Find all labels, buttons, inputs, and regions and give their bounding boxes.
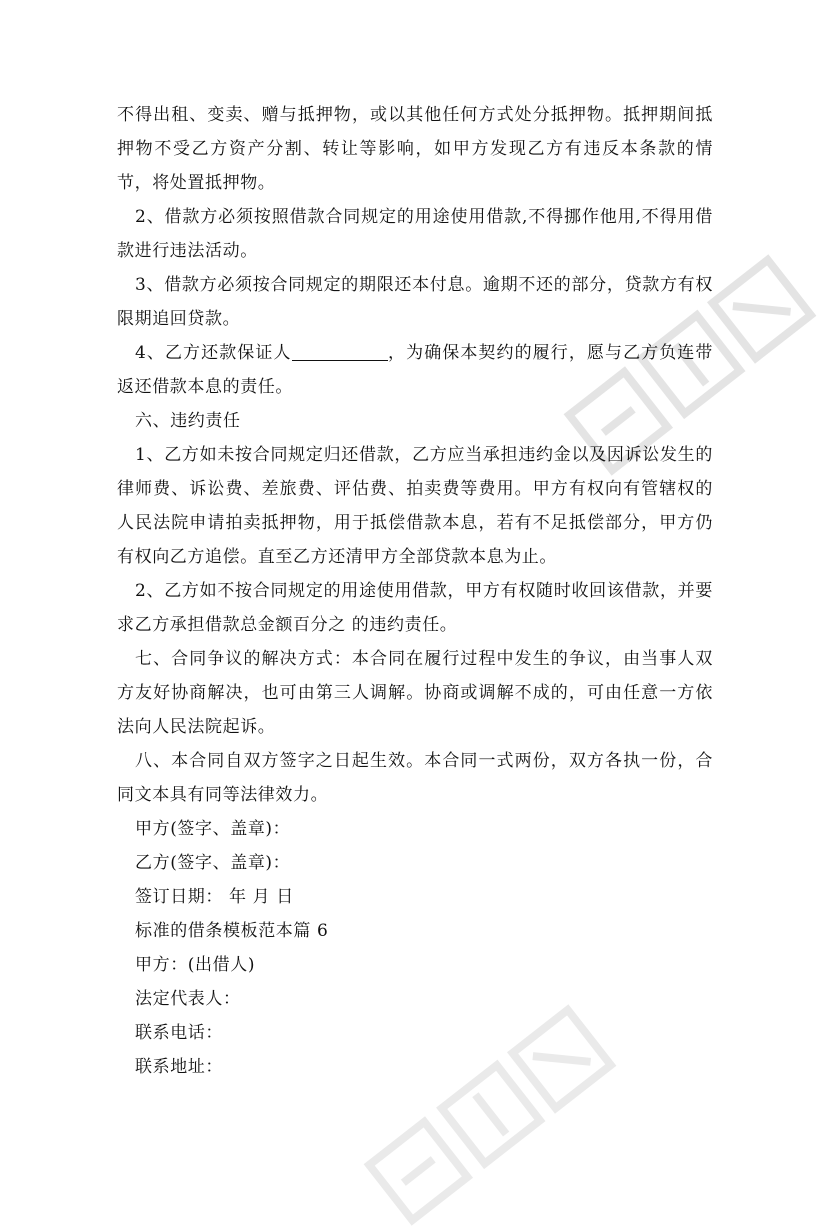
guarantor-blank	[292, 340, 388, 361]
paragraph-breach-1: 1、乙方如未按合同规定归还借款，乙方应当承担违约金以及因诉讼发生的律师费、诉讼费、差旅费、评估费、拍卖费等费用。甲方有权向有管辖权的人民法院申请拍卖抵押物，用于抵偿借款本息，若有不足抵偿部分，甲方仍有权向乙方追偿。直至乙方还清甲方全部贷款本息为止。	[117, 445, 713, 567]
paragraph-clause-4	[117, 336, 713, 404]
paragraph-breach-2: 2、乙方如不按合同规定的用途使用借款，甲方有权随时收回该借款，并要求乙方承担借款总金额百分之 的违约责任。	[117, 581, 713, 635]
guarantor-label: 4、乙方还款保证人	[135, 343, 292, 363]
section-heading-breach: 六、违约责任	[135, 411, 241, 431]
paragraph-clause-3: 3、借款方必须按合同规定的期限还本付息。逾期不还的部分，贷款方有权限期追回贷款。	[117, 275, 713, 329]
contact-address: 联系地址：	[135, 1057, 223, 1077]
document-body	[117, 98, 713, 1084]
signing-date: 签订日期： 年 月 日	[135, 887, 294, 907]
paragraph-effectiveness: 八、本合同自双方签字之日起生效。本合同一式两份，双方各执一份，合同文本具有同等法律效力。	[117, 751, 713, 805]
contact-phone: 联系电话：	[135, 1023, 223, 1043]
paragraph-collateral-restrictions: 不得出租、变卖、赠与抵押物，或以其他任何方式处分抵押物。抵押期间抵押物不受乙方资产分割、转让等影响，如甲方发现乙方有违反本条款的情节，将处置抵押物。	[117, 105, 713, 193]
paragraph-dispute-resolution: 七、合同争议的解决方式：本合同在履行过程中发生的争议，由当事人双方友好协商解决，也可由第三人调解。协商或调解不成的，可由任意一方依法向人民法院起诉。	[117, 649, 713, 737]
paragraph-clause-2: 2、借款方必须按照借款合同规定的用途使用借款,不得挪作他用,不得用借款进行违法活动。	[117, 207, 713, 261]
next-section-title: 标准的借条模板范本篇 6	[135, 921, 329, 941]
guarantor-text: ，为确保本契约的履行，愿与乙方负连带返还借款本息的责任。	[117, 343, 713, 397]
signature-party-a: 甲方(签字、盖章)：	[135, 819, 291, 839]
party-a-lender: 甲方：(出借人)	[135, 955, 256, 975]
legal-representative: 法定代表人：	[135, 989, 241, 1009]
signature-party-b: 乙方(签字、盖章)：	[135, 853, 291, 873]
